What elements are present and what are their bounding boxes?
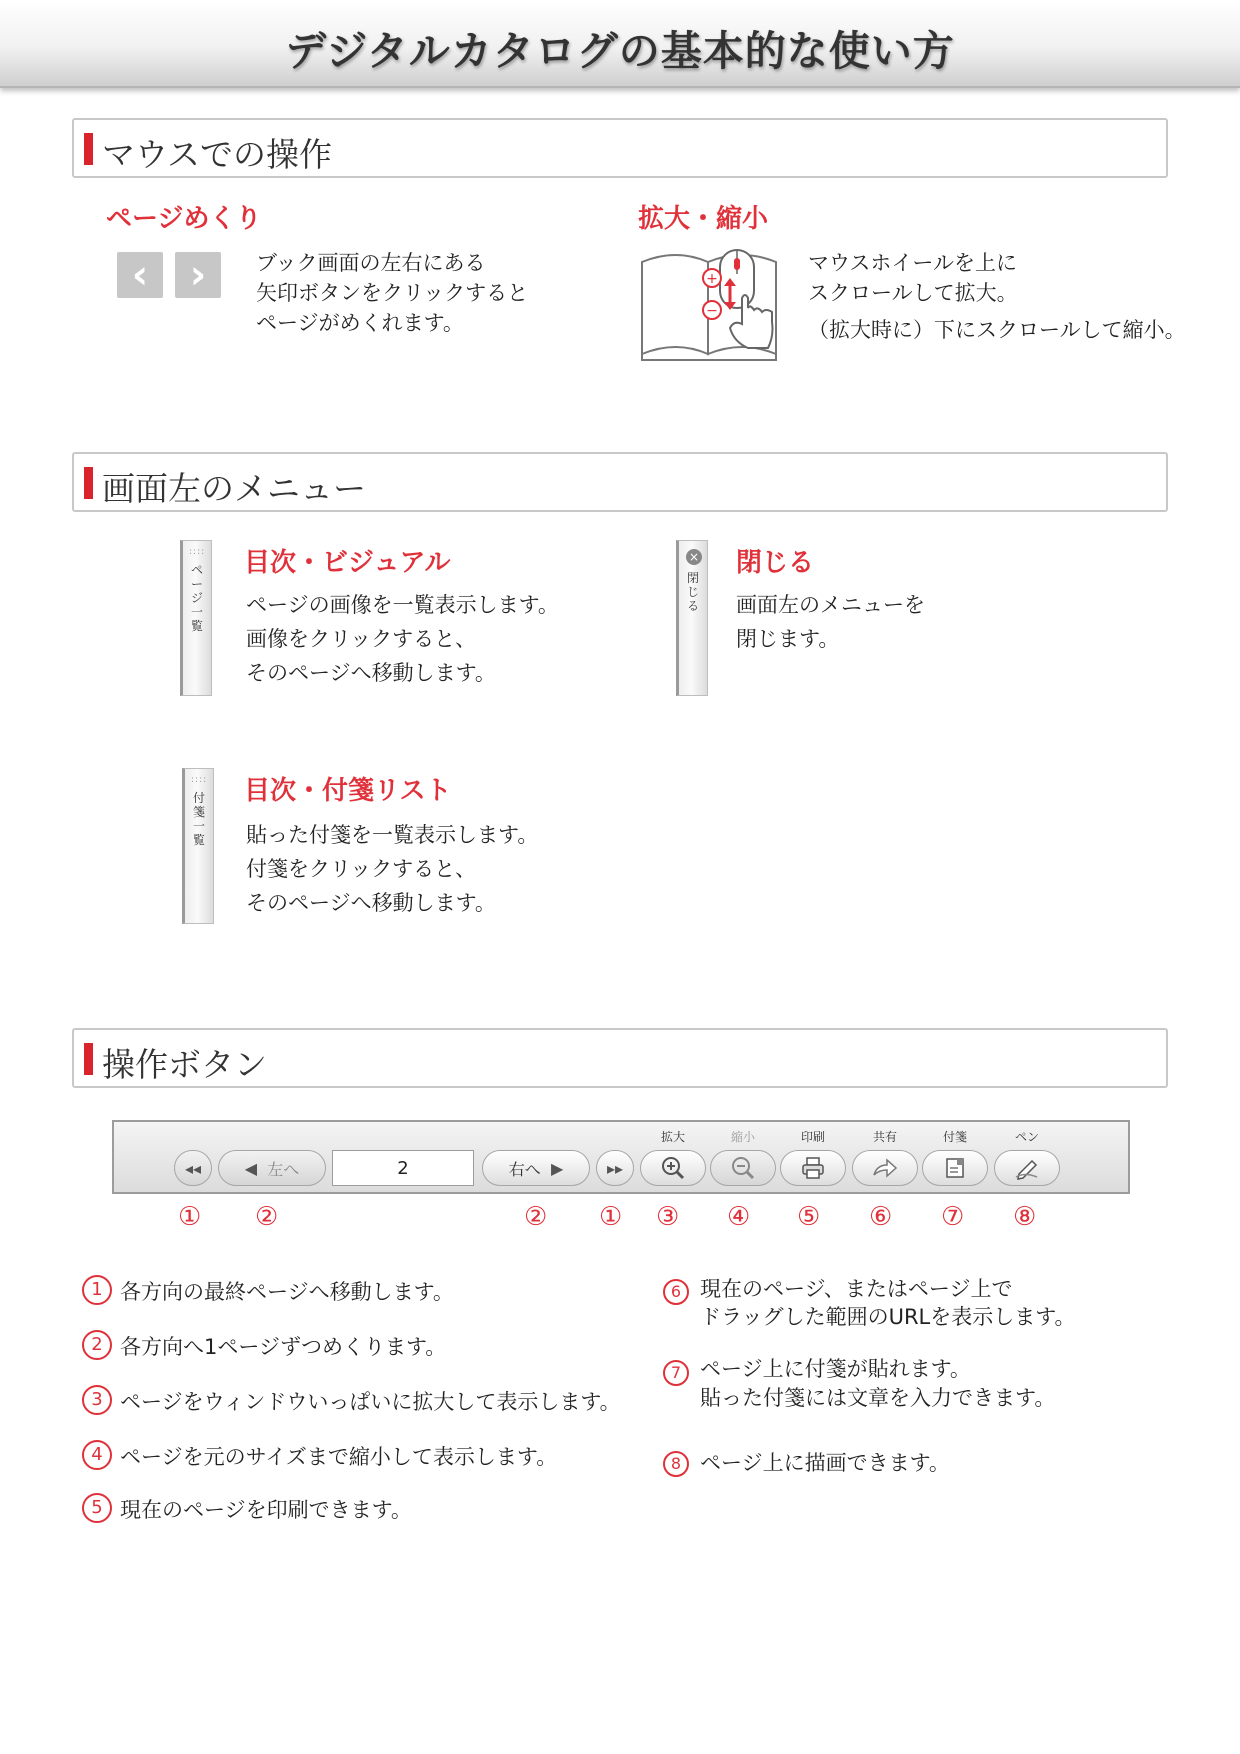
close-icon: × bbox=[686, 549, 702, 565]
section-title: マウスでの操作 bbox=[102, 135, 333, 174]
note-number-8: 8 bbox=[663, 1451, 689, 1477]
section-marker bbox=[84, 467, 93, 499]
svg-text:+: + bbox=[706, 271, 718, 287]
page-list-tab-label: ペ ー ジ 一 覧 bbox=[190, 563, 203, 633]
callout-7: ⑦ bbox=[941, 1202, 965, 1232]
callout-4: ④ bbox=[727, 1202, 751, 1232]
sticky-heading: 目次・付箋リスト bbox=[244, 776, 452, 806]
note-number-3: 3 bbox=[82, 1385, 112, 1415]
print-label: 印刷 bbox=[800, 1130, 825, 1144]
section-marker bbox=[84, 1043, 93, 1075]
callout-1b: ① bbox=[599, 1202, 623, 1232]
close-heading: 閉じる bbox=[736, 548, 815, 578]
sticky-list-tab-label: 付 箋 一 覧 bbox=[192, 791, 205, 847]
book-mouse-zoom-icon bbox=[638, 242, 780, 362]
sticky-line-1: 貼った付箋を一覧表示します。 bbox=[246, 823, 539, 847]
page-list-tab: :::: ペ ー ジ 一 覧 bbox=[180, 540, 212, 696]
double-left-icon: ◂◂ bbox=[184, 1158, 202, 1178]
next-page-button[interactable] bbox=[482, 1150, 590, 1186]
callout-6: ⑥ bbox=[869, 1202, 893, 1232]
section-title: 画面左のメニュー bbox=[102, 469, 366, 508]
note-text-5: 現在のページを印刷できます。 bbox=[120, 1498, 412, 1522]
page-turn-heading: ページめくり bbox=[106, 204, 262, 234]
note-number-1: 1 bbox=[82, 1275, 112, 1305]
callout-1a: ① bbox=[178, 1202, 202, 1232]
right-triangle-icon: ▶ bbox=[550, 1158, 564, 1178]
visual-heading: 目次・ビジュアル bbox=[244, 548, 451, 578]
callout-5: ⑤ bbox=[797, 1202, 821, 1232]
section-header-buttons bbox=[72, 1028, 1168, 1088]
close-line-1: 画面左のメニューを bbox=[736, 593, 925, 617]
left-triangle-icon: ◀ bbox=[244, 1158, 258, 1178]
zoom-out-label: 縮小 bbox=[730, 1130, 755, 1144]
prev-page-button[interactable] bbox=[218, 1150, 326, 1186]
printer-icon bbox=[800, 1156, 826, 1180]
page-turn-line-2: 矢印ボタンをクリックすると bbox=[256, 281, 529, 305]
section-marker bbox=[84, 133, 93, 165]
zoom-in-label: 拡大 bbox=[660, 1130, 685, 1144]
sticky-label: 付箋 bbox=[942, 1130, 967, 1144]
page-number-input[interactable]: 2 bbox=[332, 1150, 474, 1186]
page-turn-line-3: ページがめくれます。 bbox=[256, 311, 464, 335]
visual-line-1: ページの画像を一覧表示します。 bbox=[246, 593, 559, 617]
sticky-note-button[interactable] bbox=[922, 1150, 988, 1186]
sticky-list-tab: :::: 付 箋 一 覧 bbox=[182, 768, 214, 924]
note-text-6-line-2: ドラッグした範囲のURLを表示します。 bbox=[700, 1305, 1076, 1329]
first-page-button[interactable] bbox=[174, 1150, 212, 1186]
visual-line-2: 画像をクリックすると、 bbox=[246, 627, 477, 651]
section-title: 操作ボタン bbox=[102, 1045, 267, 1084]
note-text-7-line-2: 貼った付箋には文章を入力できます。 bbox=[700, 1386, 1056, 1410]
note-text-7-line-1: ページ上に付箋が貼れます。 bbox=[700, 1357, 971, 1381]
page-banner bbox=[0, 0, 1240, 88]
callout-8: ⑧ bbox=[1013, 1202, 1037, 1232]
note-text-8-line-1: ページ上に描画できます。 bbox=[700, 1451, 950, 1475]
sticky-line-3: そのページへ移動します。 bbox=[246, 891, 496, 915]
close-line-2: 閉じます。 bbox=[736, 627, 840, 651]
sticky-note-icon bbox=[943, 1156, 967, 1180]
zoom-in-icon bbox=[660, 1155, 686, 1181]
callout-2b: ② bbox=[524, 1202, 548, 1232]
visual-line-3: そのページへ移動します。 bbox=[246, 661, 496, 685]
section-header-mouse bbox=[72, 118, 1168, 178]
pen-button[interactable] bbox=[994, 1150, 1060, 1186]
note-text-2: 各方向へ1ページずつめくります。 bbox=[120, 1335, 447, 1359]
svg-text:−: − bbox=[706, 303, 718, 319]
note-number-6: 6 bbox=[663, 1279, 689, 1305]
zoom-heading: 拡大・縮小 bbox=[638, 204, 769, 234]
note-number-2: 2 bbox=[82, 1330, 112, 1360]
prev-page-label: 左へ bbox=[267, 1159, 300, 1179]
double-right-icon: ▸▸ bbox=[606, 1158, 624, 1178]
note-number-7: 7 bbox=[663, 1360, 689, 1386]
pen-label: ペン bbox=[1014, 1130, 1039, 1144]
note-text-1: 各方向の最終ページへ移動します。 bbox=[120, 1280, 454, 1304]
zoom-line-3: （拡大時に）下にスクロールして縮小。 bbox=[808, 318, 1186, 342]
callout-3: ③ bbox=[656, 1202, 680, 1232]
print-button[interactable] bbox=[780, 1150, 846, 1186]
sticky-line-2: 付箋をクリックすると、 bbox=[246, 857, 477, 881]
share-button[interactable] bbox=[852, 1150, 918, 1186]
page-title: デジタルカタログの基本的な使い方 bbox=[285, 27, 955, 75]
note-number-5: 5 bbox=[82, 1493, 112, 1523]
pen-icon bbox=[1013, 1156, 1041, 1180]
zoom-out-icon bbox=[730, 1155, 756, 1181]
share-label: 共有 bbox=[872, 1130, 897, 1144]
prev-arrow-icon: ‹ bbox=[117, 252, 163, 298]
zoom-out-button[interactable] bbox=[710, 1150, 776, 1186]
close-menu-tab bbox=[676, 540, 708, 696]
viewer-toolbar bbox=[112, 1120, 1130, 1194]
note-text-3: ページをウィンドウいっぱいに拡大して表示します。 bbox=[120, 1390, 621, 1414]
zoom-in-button[interactable] bbox=[640, 1150, 706, 1186]
section-header-left-menu bbox=[72, 452, 1168, 512]
close-tab-label: 閉 じ る bbox=[686, 571, 699, 613]
zoom-line-2: スクロールして拡大。 bbox=[808, 281, 1018, 305]
note-number-4: 4 bbox=[82, 1440, 112, 1470]
page-turn-line-1: ブック画面の左右にある bbox=[256, 251, 486, 275]
zoom-line-1: マウスホイールを上に bbox=[808, 251, 1017, 275]
next-arrow-icon: › bbox=[175, 252, 221, 298]
share-arrow-icon bbox=[871, 1157, 899, 1179]
note-text-6-line-1: 現在のページ、またはページ上で bbox=[700, 1277, 1013, 1301]
callout-2a: ② bbox=[255, 1202, 279, 1232]
note-text-4: ページを元のサイズまで縮小して表示します。 bbox=[120, 1445, 558, 1469]
last-page-button[interactable] bbox=[596, 1150, 634, 1186]
next-page-label: 右へ bbox=[508, 1159, 541, 1179]
